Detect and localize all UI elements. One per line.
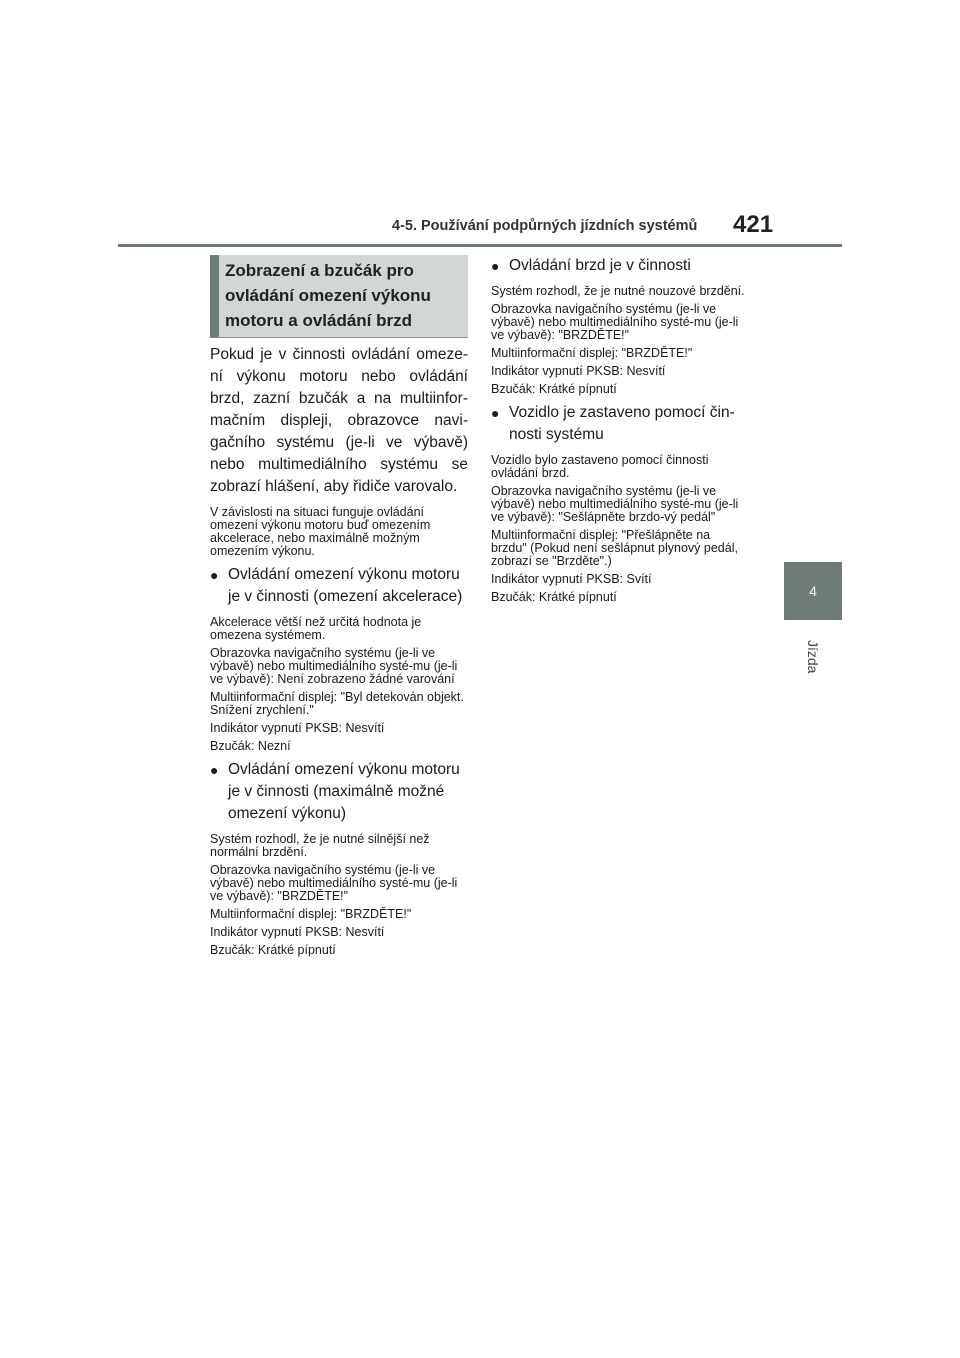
bullet-heading-text: Ovládání brzd je v činnosti (509, 257, 691, 274)
detail-line: Multiinformační displej: "Přešlápněte na brzdu" (Pokud není sešlápnut plynový pedál, zobrazí se "Brzděte".) (491, 528, 738, 568)
detail-line: Obrazovka navigačního systému (je-li ve výbavě) nebo multimediálního systé-mu (je-li ve výbavě): Není zobrazeno žádné varování (210, 646, 458, 686)
bullet-heading-text: Vozidlo je zastaveno pomocí čin-nosti systému (509, 404, 735, 443)
detail-line: Bzučák: Krátké pípnutí (491, 590, 617, 604)
note-paragraph: V závislosti na situaci funguje ovládání omezení výkonu motoru buď omezením akcelerace, nebo maximálně možným omezením výkonu. (210, 505, 431, 558)
detail-line: Obrazovka navigačního systému (je-li ve výbavě) nebo multimediálního systé-mu (je-li ve výbavě): "BRZDĚTE!" (491, 302, 739, 342)
bullet-heading (491, 402, 749, 446)
detail-line: Systém rozhodl, že je nutné silnější než normální brzdění. (210, 832, 430, 859)
bullet-heading (210, 564, 468, 608)
chapter-tab-label (784, 640, 842, 673)
detail-line: Obrazovka navigačního systému (je-li ve výbavě) nebo multimediálního systé-mu (je-li ve výbavě): "Sešlápněte brzdo-vý pedál" (491, 484, 739, 524)
left-column (210, 255, 468, 962)
detail-line: Systém rozhodl, že je nutné nouzové brzdění. (491, 284, 745, 298)
detail-line: Bzučák: Krátké pípnutí (210, 943, 336, 957)
section-heading: Zobrazení a bzučák pro ovládání omezení výkonu motoru a ovládání brzd (210, 255, 468, 338)
detail-line: Obrazovka navigačního systému (je-li ve výbavě) nebo multimediálního systé-mu (je-li ve výbavě): "BRZDĚTE!" (210, 863, 458, 903)
bullet-heading-text: Ovládání omezení výkonu motoru je v činnosti (maximálně možné omezení výkonu) (228, 761, 460, 822)
right-column (491, 255, 749, 609)
detail-line: Multiinformační displej: "BRZDĚTE!" (491, 346, 693, 360)
chapter-tab-number: 4 (809, 583, 817, 599)
bullet-dot-icon: ● (210, 762, 219, 778)
intro-paragraph: Pokud je v činnosti ovládání omeze-ní výkonu motoru nebo ovládání brzd, zazní bzučák a na multiinfor-mačním displeji, obrazovce navi-gačního systému (je-li ve výbavě) nebo multimediálního systému se zobrazí hlášení, aby řidiče varovalo. (210, 346, 468, 495)
bullet-heading (491, 255, 749, 277)
detail-line: Indikátor vypnutí PKSB: Nesvítí (491, 364, 666, 378)
detail-line: Indikátor vypnutí PKSB: Nesvítí (210, 721, 385, 735)
chapter-title: 4-5. Používání podpůrných jízdních systémů (392, 218, 698, 234)
detail-line: Indikátor vypnutí PKSB: Svítí (491, 572, 652, 586)
chapter-tab-label-text: Jízda (805, 640, 821, 674)
bullet-heading-text: Ovládání omezení výkonu motoru je v činnosti (omezení akcelerace) (228, 566, 463, 605)
detail-line: Vozidlo bylo zastaveno pomocí činnosti ovládání brzd. (491, 453, 709, 480)
detail-line: Multiinformační displej: "BRZDĚTE!" (210, 907, 412, 921)
header-divider (118, 244, 842, 247)
bullet-dot-icon: ● (491, 405, 500, 421)
bullet-dot-icon: ● (210, 567, 219, 583)
bullet-heading (210, 759, 468, 825)
detail-line: Bzučák: Krátké pípnutí (491, 382, 617, 396)
detail-line: Akcelerace větší než určitá hodnota je omezena systémem. (210, 615, 422, 642)
detail-line: Indikátor vypnutí PKSB: Nesvítí (210, 925, 385, 939)
page-number: 421 (733, 211, 774, 238)
chapter-tab[interactable] (784, 562, 842, 620)
bullet-dot-icon: ● (491, 258, 500, 274)
detail-line: Multiinformační displej: "Byl detekován objekt. Snížení zrychlení." (210, 690, 464, 717)
detail-line: Bzučák: Nezní (210, 739, 291, 753)
